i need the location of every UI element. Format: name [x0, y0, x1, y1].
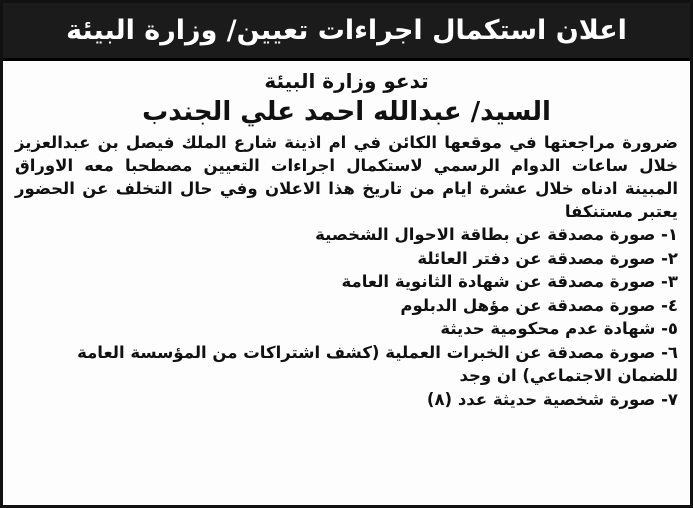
notice-header — [3, 3, 690, 61]
document-item: ٢- صورة مصدقة عن دفتر العائلة — [417, 248, 678, 268]
invitation-line: تدعو وزارة البيئة — [264, 69, 429, 93]
required-documents-list — [15, 223, 678, 411]
document-item: ٤- صورة مصدقة عن مؤهل الدبلوم — [400, 295, 678, 315]
addressee-name: السيد/ عبدالله احمد علي الجندب — [142, 97, 551, 127]
notice-title: اعلان استكمال اجراءات تعيين/ وزارة البيئة — [66, 15, 627, 46]
document-item: ٣- صورة مصدقة عن شهادة الثانوية العامة — [341, 272, 678, 291]
document-item: ٥- شهادة عدم محكومية حديثة — [440, 319, 678, 338]
document-item: ١- صورة مصدقة عن بطاقة الاحوال الشخصية — [315, 225, 678, 244]
document-item: ٧- صورة شخصية حديثة عدد (٨) — [426, 389, 678, 409]
notice-content — [3, 61, 690, 411]
notice-paragraph: ضرورة مراجعتها في موقعها الكائن في ام اذينة شارع الملك فيصل بن عبدالعزيز خلال ساعات الدوام الرسمي لاستكمال اجراءات التعيين مصطحبا معه الاوراق المبينة ادناه خلال عشرة ايام من تاريخ هذا الاعلان وفي حال التخلف عن الحضور يعتبر مستنكفا — [15, 133, 678, 221]
document-item: ٦- صورة مصدقة عن الخبرات العملية (كشف اشتراكات من المؤسسة العامة للضمان الاجتماعي) ان وجد — [77, 342, 678, 385]
